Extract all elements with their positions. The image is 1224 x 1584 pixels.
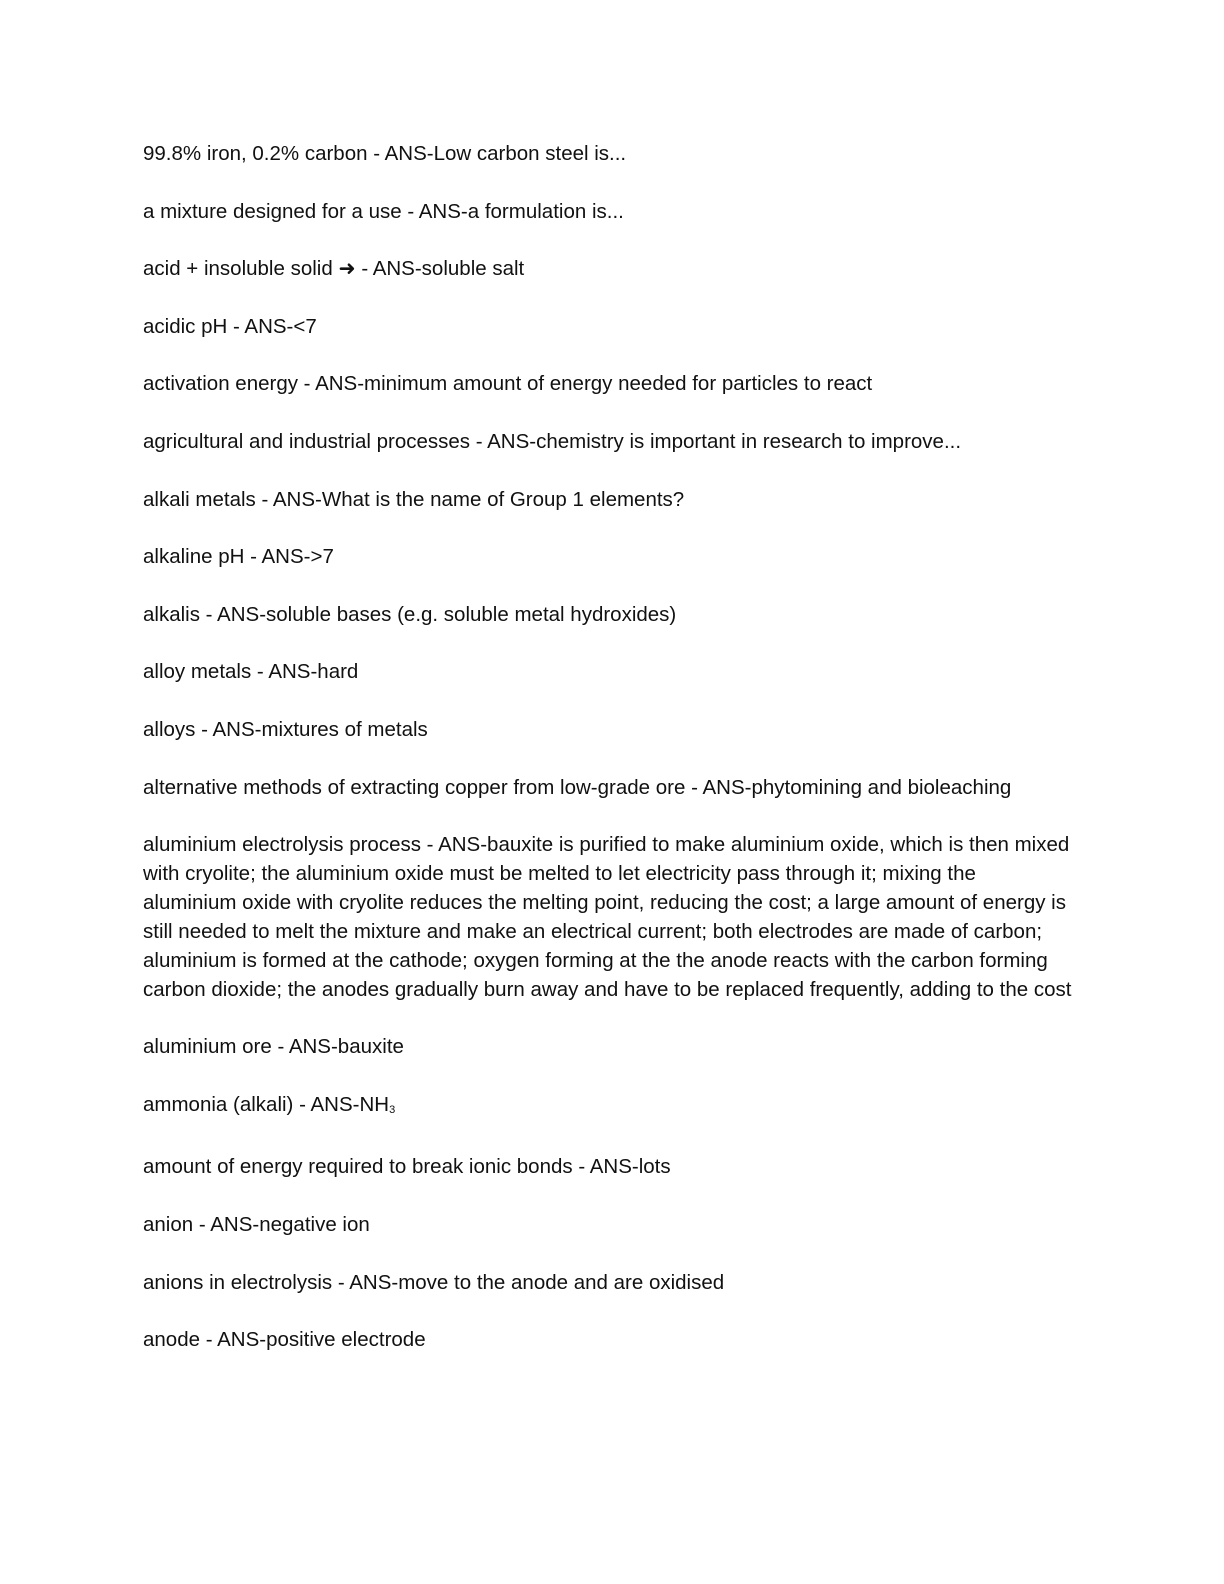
flashcard-entry: 99.8% iron, 0.2% carbon - ANS-Low carbon steel is... xyxy=(143,142,627,165)
flashcard-entry: aluminium electrolysis process - ANS-bauxite is purified to make aluminium oxide, which is then mixed with cryolite; the aluminium oxide must be melted to let electricity pass through it; mixing the aluminium oxide with cryolite reduces the melting point, reducing the cost; a large amount of energy is still needed to melt the mixture and make an electrical current; both electrodes are made of carbon; aluminium is formed at the cathode; oxygen forming at the the anode reacts with the carbon forming carbon dioxide; the anodes gradually burn away and have to be replaced frequently, adding to the cost xyxy=(143,833,1072,1001)
flashcard-entry: anions in electrolysis - ANS-move to the anode and are oxidised xyxy=(143,1270,725,1294)
flashcard-entry: a mixture designed for a use - ANS-a formulation is... xyxy=(143,199,624,223)
subscript: 3 xyxy=(389,1103,396,1116)
flashcard-entry: alloy metals - ANS-hard xyxy=(143,660,359,684)
flashcard-entry: amount of energy required to break ionic bonds - ANS-lots xyxy=(143,1155,671,1179)
flashcard-entry: anode - ANS-positive electrode xyxy=(143,1328,426,1352)
flashcard-entry: acidic pH - ANS-<7 xyxy=(143,314,317,338)
flashcard-entry: alternative methods of extracting copper from low-grade ore - ANS-phytomining and bioleaching xyxy=(143,775,1012,799)
flashcard-entry: activation energy - ANS-minimum amount of energy needed for particles to react xyxy=(143,372,873,396)
flashcard-list xyxy=(143,140,1073,1384)
flashcard-entry: acid + insoluble solid ➜ - ANS-soluble salt xyxy=(143,257,525,281)
flashcard-entry: aluminium ore - ANS-bauxite xyxy=(143,1035,404,1059)
flashcard-entry: alkaline pH - ANS->7 xyxy=(143,545,334,569)
flashcard-entry-text: ammonia (alkali) - ANS-NH xyxy=(143,1092,390,1116)
flashcard-entry: alkalis - ANS-soluble bases (e.g. soluble metal hydroxides) xyxy=(143,602,677,626)
flashcard-entry xyxy=(143,1091,1073,1125)
flashcard-entry: alloys - ANS-mixtures of metals xyxy=(143,717,428,741)
flashcard-entry: agricultural and industrial processes - ANS-chemistry is important in research to improve... xyxy=(143,429,962,453)
flashcard-entry: anion - ANS-negative ion xyxy=(143,1213,370,1237)
flashcard-entry: alkali metals - ANS-What is the name of Group 1 elements? xyxy=(143,487,685,511)
